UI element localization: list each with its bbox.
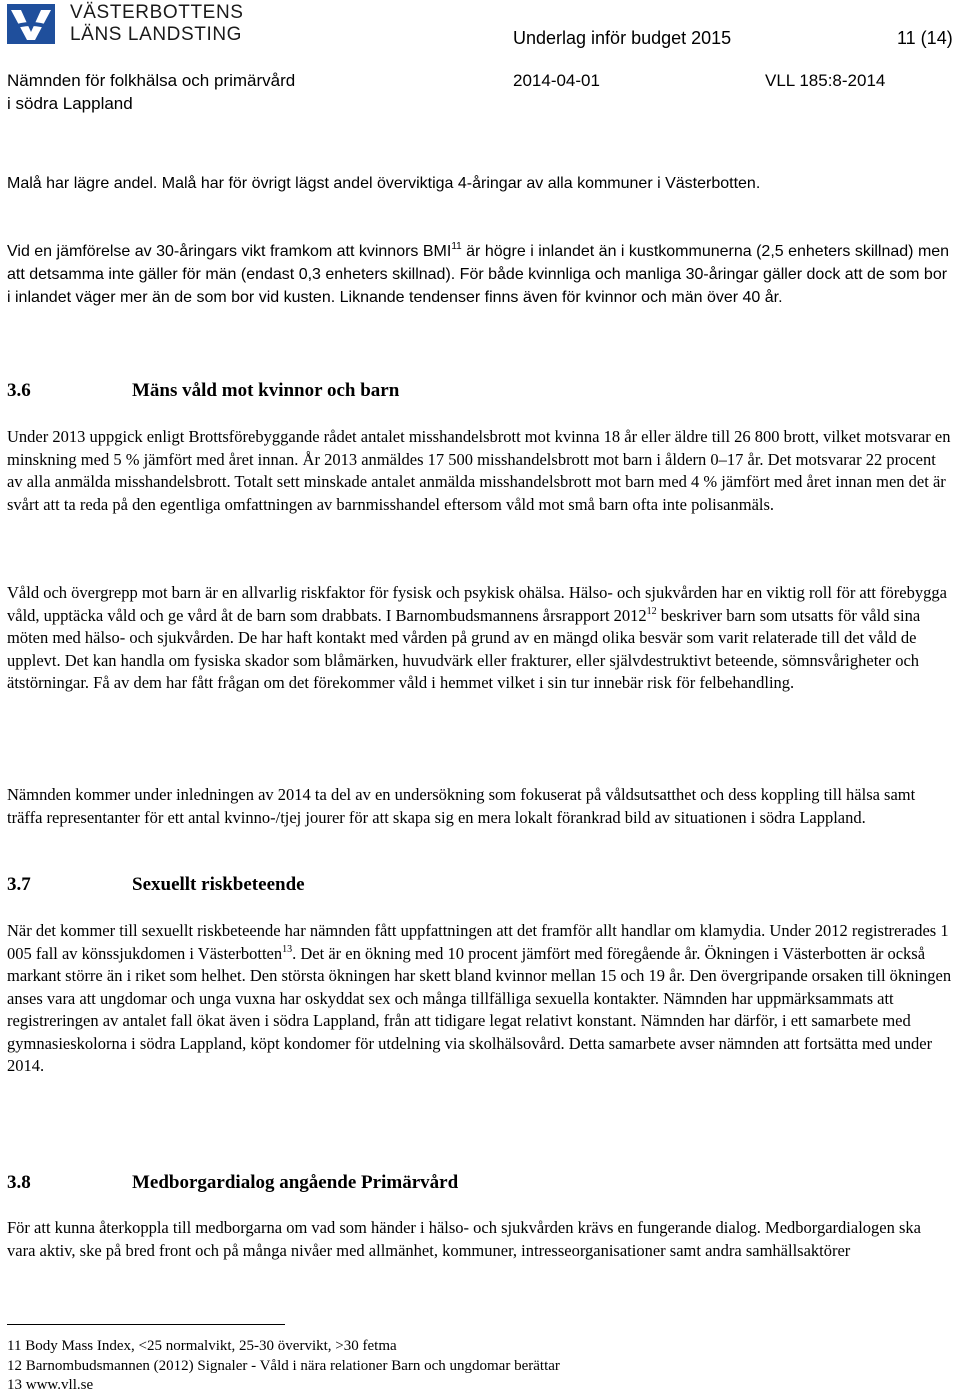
paragraph-bmi-text-a: Vid en jämförelse av 30-åringars vikt framkom att kvinnors BMI: [7, 243, 452, 260]
paragraph-assault-stats: Under 2013 uppgick enligt Brottsförebyggande rådet antalet misshandelsbrott mot kvinna 18 år eller äldre till 26 800 brott, vilket motsvarar en minskning med 5 % jämfört med året innan. År 2013 anmäldes 17 500 misshandelsbrott mot barn i åldern 0–17 år. Det motsvarar 22 procent av alla anmälda misshandelsbrott. Totalt sett minskade antalet anmälda misshandelsbrott mot barn med 4 % jämfört med året innan men det är svårt att ta reda på den egentliga omfattningen av barnmisshandel eftersom våld mot små barn ofta inte polisanmäls.: [7, 427, 951, 514]
footnote-ref-11: 11: [451, 241, 462, 252]
section-title-3-8: Medborgardialog angående Primärvård: [132, 1172, 459, 1193]
section-title-3-6: Mäns våld mot kvinnor och barn: [132, 380, 400, 401]
footnote-11: 11 Body Mass Index, <25 normalvikt, 25-30 övervikt, >30 fetma: [7, 1338, 397, 1354]
paragraph-child-violence: [7, 582, 952, 695]
paragraph-bmi: [7, 240, 952, 309]
committee-name: Nämnden för folkhälsa och primärvård: [7, 71, 296, 90]
paragraph-chlamydia: [7, 920, 952, 1078]
section-number-3-8: 3.8: [7, 1172, 31, 1193]
footnote-12: 12 Barnombudsmannen (2012) Signaler - Våld i nära relationer Barn och ungdomar berättar: [7, 1358, 560, 1374]
paragraph-chlamydia-text-b: . Det är en ökning med 10 procent jämfört med föregående år. Ökningen i Västerbotten är också markant större än i riket som helhet. Den största ökningen har skett bland kvinnor mellan 15 och 19 år. Den övergripande orsaken till ökningen anses vara att ungdomar och unga vuxna har oskyddat sex och många tillfälliga sexuella kontakter. Nämnden har uppmärksammats att registreringen av antalet fall ökat även i södra Lappland, från att tidigare legat relativt konstant. Nämnden har därför, i ett samarbete med gymnasieskolorna i södra Lappland, köpt kondomer för utdelning via skolhälsovård. Detta samarbete avser nämnden att fortsätta med under 2014.: [7, 943, 952, 1075]
landsting-logo-icon: [7, 4, 55, 44]
committee-region: i södra Lappland: [7, 94, 133, 113]
org-name-line2: LÄNS LANDSTING: [70, 24, 243, 45]
paragraph-survey: Nämnden kommer under inledningen av 2014 ta del av en undersökning som fokuserat på våldsutsatthet och dess koppling till hälsa samt träffa representanter för ett antal kvinno-/tjej jourer för att skapa sig en mera lokalt förankrad bild av situationen i södra Lappland.: [7, 785, 916, 827]
footnote-separator: [7, 1324, 285, 1325]
footnote-13: 13 www.vll.se: [7, 1377, 94, 1393]
document-date: 2014-04-01: [513, 71, 600, 90]
paragraph-citizen-dialogue: För att kunna återkoppla till medborgarna om vad som händer i hälso- och sjukvården krävs en fungerande dialog. Medborgardialogen ska vara aktiv, ske på bred front och på många nivåer med allmänhet, kommuner, intresseorganisationer samt andra samhällsaktörer: [7, 1218, 921, 1260]
section-number-3-6: 3.6: [7, 380, 31, 401]
footnote-ref-13: 13: [282, 943, 293, 955]
section-number-3-7: 3.7: [7, 874, 31, 895]
page-number: 11 (14): [897, 28, 953, 48]
paragraph-bmi-text-b: är högre i inlandet än i kustkommunerna (2,5 enheters skillnad) men att detsamma inte gäller för män (endast 0,3 enheters skillnad). För både kvinnliga och manliga 30-åringar gäller dock att de som bor i inlandet väger mer än de som bor vid kusten. Liknande tendenser finns även för kvinnor och män över 40 år.: [7, 243, 950, 306]
paragraph-child-violence-text-a: Våld och övergrepp mot barn är en allvarlig riskfaktor för fysisk och psykisk ohälsa. Hälso- och sjukvården har en viktig roll för att förebygga våld, upptäcka våld och ge vård åt de barn som drabbats. I Barnombudsmannens årsrapport 2012: [7, 583, 947, 625]
document-title: Underlag inför budget 2015: [513, 28, 732, 48]
paragraph-chlamydia-text-a: När det kommer till sexuellt riskbeteende har nämnden fått uppfattningen att det framför allt handlar om klamydia. Under 2012 registrerades 1 005 fall av könssjukdomen i Västerbotten: [7, 921, 949, 963]
footnote-ref-12: 12: [646, 605, 657, 617]
paragraph-mala: Malå har lägre andel. Malå har för övrigt lägst andel överviktiga 4-åringar av alla kommuner i Västerbotten.: [7, 175, 761, 192]
org-name-line1: VÄSTERBOTTENS: [70, 2, 244, 23]
section-title-3-7: Sexuellt riskbeteende: [132, 874, 305, 895]
paragraph-child-violence-text-b: beskriver barn som utsatts för våld sina möten med hälso- och sjukvården. De har haft kontakt med vården på grund av en mängd olika besvär som varit relaterade till det våld de upplevt. Det kan handla om fysiska skador som blåmärken, huvudvärk eller frakturer, eller självdestruktivt beteende, sömnsvårigheter och ätstörningar. Få av dem har fått frågan om det förekommer våld i hemmet vilket i sin tur innebär risk för felbehandling.: [7, 605, 921, 692]
document-reference: VLL 185:8-2014: [765, 71, 886, 90]
